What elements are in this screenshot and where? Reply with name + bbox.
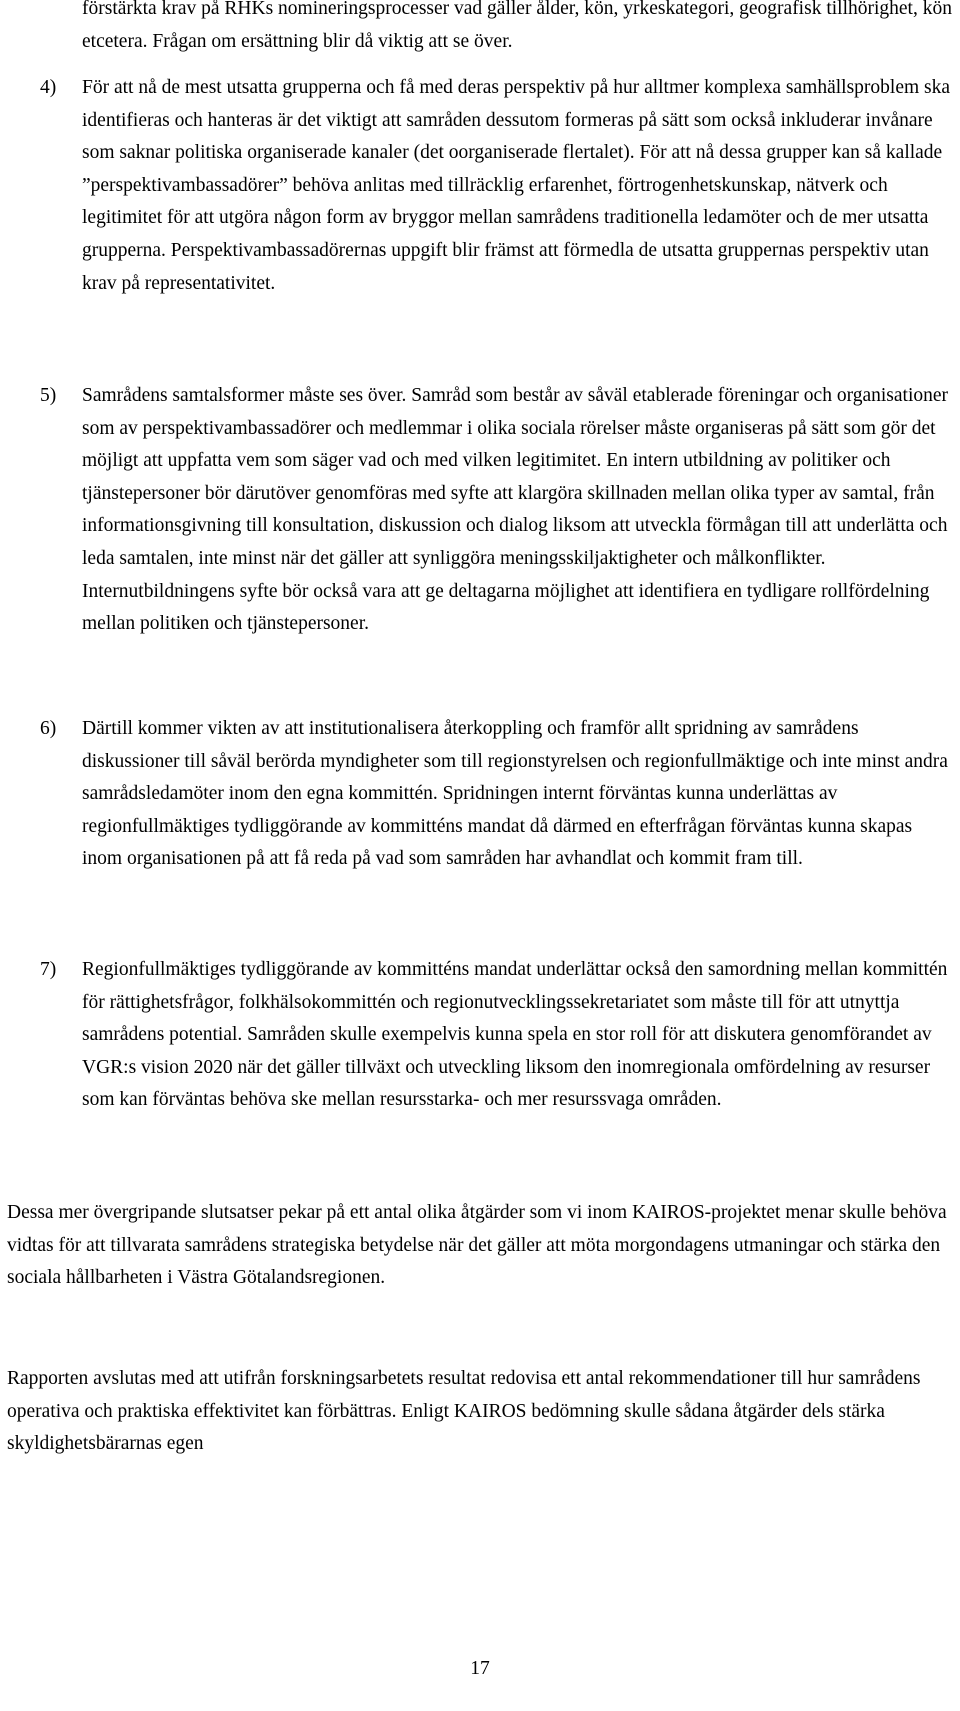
list-item-text: Därtill kommer vikten av att institutionalisera återkoppling och framför allt spridning av samrådens diskussioner till såväl berörda myndigheter som till regionstyrelsen och regionfullmäktige och inte minst andra samrådsledamöter inom den egna kommittén. Spridningen internt förväntas kunna underlättas av regionfullmäktiges tydliggörande av kommitténs mandat då därmed en efterfrågan förväntas kunna skapas inom organisationen på att få reda på vad som samråden har avhandlat och kommit fram till. [82,718,948,870]
list-item-text: Samrådens samtalsformer måste ses över. Samråd som består av såväl etablerade föreningar och organisationer som av perspektivambassadörer och medlemmar i olika sociala rörelser måste organiseras på sätt som gör det möjligt att uppfatta vem som säger vad och med vilken legitimitet. En intern utbildning av politiker och tjänstepersoner bör därutöver genomföras med syfte att klargöra skillnaden mellan olika typer av samtal, från informationsgivning till konsultation, diskussion och dialog liksom att utveckla förmågan till att underlätta och leda samtalen, inte minst när det gäller att synliggöra meningsskiljaktigheter och målkonflikter. Internutbildningens syfte bör också vara att ge deltagarna möjlighet att identifiera en tydligare rollfördelning mellan politiken och tjänstepersoner. [82,385,949,635]
list-item-text: För att nå de mest utsatta grupperna och få med deras perspektiv på hur alltmer komplexa samhällsproblem ska identifieras och hanteras är det viktigt att samråden dessutom formeras på sätt som också inkluderar invånare som saknar politiska organiserade kanaler (det oorganiserade flertalet). För att nå dessa grupper kan så kallade ”perspektivambassadörer” behöva anlitas med tillräcklig erfarenhet, förtrogenhetskunskap, nätverk och legitimitet för att utgöra någon form av bryggor mellan samrådens traditionella ledamöter och de mer utsatta grupperna. Perspektivambassadörernas uppgift blir främst att förmedla de utsatta gruppernas perspektiv utan krav på representativitet. [82,77,951,294]
list-item-number: 6) [40,718,57,739]
list-item-number: 7) [40,959,57,980]
intro-continuation-text: förstärkta krav på RHKs nomineringsprocesser vad gäller ålder, kön, yrkeskategori, geografisk tillhörighet, kön etcetera. Frågan om ersättning blir då viktig att se över. [82,0,952,52]
list-item-number: 5) [40,385,57,406]
page-number: 17 [470,1658,490,1679]
list-item-text: Regionfullmäktiges tydliggörande av kommitténs mandat underlättar också den samordning mellan kommittén för rättighetsfrågor, folkhälsokommittén och regionutvecklingssekretariatet som måste till för att utnyttja samrådens potential. Samråden skulle exempelvis kunna spela en stor roll för att diskutera genomförandet av VGR:s vision 2020 när det gäller tillväxt och utveckling liksom den inomregionala omfördelning av resurser som kan förväntas behöva ske mellan resursstarka- och mer resurssvaga områden. [82,959,948,1111]
paragraph-report-summary: Rapporten avslutas med att utifrån forskningsarbetets resultat redovisa ett antal rekommendationer till hur samrådens operativa och praktiska effektivitet kan förbättras. Enligt KAIROS bedömning skulle sådana åtgärder dels stärka skyldighetsbärarnas egen [7,1368,921,1455]
list-item-number: 4) [40,77,57,98]
paragraph-conclusions: Dessa mer övergripande slutsatser pekar på ett antal olika åtgärder som vi inom KAIROS-projektet menar skulle behöva vidtas för att tillvarata samrådens strategiska betydelse när det gäller att möta morgondagens utmaningar och stärka den sociala hållbarheten i Västra Götalandsregionen. [7,1202,947,1289]
